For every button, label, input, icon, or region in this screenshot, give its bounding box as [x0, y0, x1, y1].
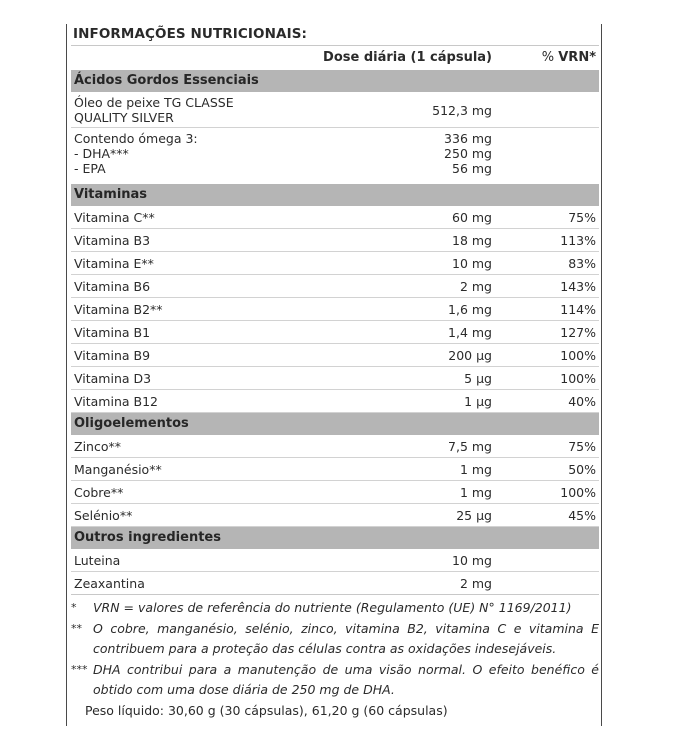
nutrient-vrn: 100% — [560, 485, 596, 500]
nutrient-name: Selénio** — [74, 508, 133, 523]
nutrient-vrn: 75% — [568, 439, 596, 454]
footnote-mark: ** — [71, 621, 82, 635]
nutrient-dose: 1,4 mg — [448, 325, 492, 340]
vitamins-rows — [71, 206, 599, 413]
footnotes — [71, 598, 599, 721]
nutrient-name-line: Contendo ómega 3: — [74, 131, 198, 146]
nutrient-dose: 5 µg — [464, 371, 492, 386]
nutrient-name: Vitamina B1 — [74, 325, 151, 340]
other-ingredients-rows — [71, 549, 599, 595]
vrn-label: VRN* — [558, 50, 596, 65]
nutrition-table — [71, 24, 599, 721]
nutrient-name-line: QUALITY SILVER — [74, 110, 174, 125]
nutrient-vrn: 114% — [560, 302, 596, 317]
table-row — [71, 572, 599, 595]
table-row — [71, 435, 599, 458]
table-row — [71, 229, 599, 252]
nutrient-name: Luteina — [74, 553, 121, 568]
footnote-vrn — [71, 598, 599, 619]
footnote-mark: * — [71, 601, 77, 614]
footnote-text: VRN = valores de referência do nutriente (Regulamento (UE) N° 1169/2011) — [93, 600, 572, 615]
footnote-text: O cobre, manganésio, selénio, zinco, vitamina B2, vitamina C e vitamina E contribuem para a proteção das células contra as oxidações indesejáveis. — [93, 620, 599, 656]
nutrient-name: Zeaxantina — [74, 576, 145, 591]
footnote-antioxidants — [71, 619, 599, 660]
net-weight: Peso líquido: 30,60 g (30 cápsulas), 61,20 g (60 cápsulas) — [85, 702, 448, 718]
table-row — [71, 458, 599, 481]
nutrient-name: Zinco** — [74, 439, 121, 454]
nutrient-dose: 10 mg — [452, 256, 492, 271]
nutrient-name-line: Óleo de peixe TG CLASSE — [74, 95, 234, 110]
nutrient-name: Vitamina B3 — [74, 233, 151, 248]
nutrient-dose: 60 mg — [452, 210, 492, 225]
nutrient-dose: 200 µg — [448, 348, 492, 363]
nutrient-dose: 7,5 mg — [448, 439, 492, 454]
table-row — [71, 321, 599, 344]
nutrient-vrn: 45% — [568, 508, 596, 523]
nutrient-vrn: 100% — [560, 348, 596, 363]
nutrient-name: Vitamina B12 — [74, 394, 158, 409]
nutrient-name — [74, 131, 198, 176]
nutrient-name: Vitamina E** — [74, 256, 154, 271]
footnote-text: DHA contribui para a manutenção de uma visão normal. O efeito benéfico é obtido com uma dose diária de 250 mg de DHA. — [93, 661, 599, 697]
nutrient-name: Manganésio** — [74, 462, 162, 477]
nutrient-vrn: 113% — [560, 233, 596, 248]
nutrient-vrn: 83% — [568, 256, 596, 271]
nutrient-dose: 18 mg — [452, 233, 492, 248]
table-row-fish-oil — [71, 92, 599, 128]
table-row — [71, 252, 599, 275]
nutrient-vrn: 127% — [560, 325, 596, 340]
nutrient-name-line: - EPA — [74, 161, 106, 176]
nutrient-name: Vitamina D3 — [74, 371, 152, 386]
nutrient-name: Cobre** — [74, 485, 124, 500]
section-heading-trace-elements: Oligoelementos — [71, 413, 599, 435]
nutrient-dose: 10 mg — [452, 553, 492, 568]
nutrition-panel — [66, 24, 602, 726]
footnote-dha — [71, 660, 599, 701]
vrn-percent-sign: % — [541, 50, 559, 65]
nutrient-dose: 1,6 mg — [448, 302, 492, 317]
table-row — [71, 549, 599, 572]
footnote-mark: *** — [71, 662, 88, 676]
column-header-row — [71, 46, 599, 70]
table-row — [71, 206, 599, 229]
table-row — [71, 390, 599, 413]
nutrient-dose: 1 mg — [459, 485, 492, 500]
nutrient-vrn: 40% — [568, 394, 596, 409]
panel-title: INFORMAÇÕES NUTRICIONAIS: — [71, 24, 599, 46]
nutrient-dose-line: 56 mg — [452, 161, 492, 176]
nutrient-dose: 1 mg — [459, 462, 492, 477]
section-heading-other-ingredients: Outros ingredientes — [71, 527, 599, 549]
nutrient-vrn: 143% — [560, 279, 596, 294]
nutrient-dose — [444, 131, 492, 176]
table-row — [71, 344, 599, 367]
table-row-omega3 — [71, 128, 599, 184]
table-row — [71, 481, 599, 504]
nutrient-dose-line: 336 mg — [444, 131, 492, 146]
nutrient-dose: 512,3 mg — [432, 103, 492, 118]
nutrient-name: Vitamina B9 — [74, 348, 151, 363]
table-row — [71, 367, 599, 390]
nutrient-vrn: 50% — [568, 462, 596, 477]
table-row — [71, 298, 599, 321]
trace-elements-rows — [71, 435, 599, 527]
table-row — [71, 275, 599, 298]
nutrient-dose: 25 µg — [456, 508, 492, 523]
nutrient-vrn: 100% — [560, 371, 596, 386]
column-header-dose: Dose diária (1 cápsula) — [323, 50, 492, 65]
section-heading-vitamins: Vitaminas — [71, 184, 599, 206]
column-header-vrn — [542, 50, 596, 65]
section-heading-fatty-acids: Ácidos Gordos Essenciais — [71, 70, 599, 92]
nutrient-name: Vitamina B6 — [74, 279, 151, 294]
nutrient-dose: 2 mg — [459, 279, 492, 294]
nutrient-vrn: 75% — [568, 210, 596, 225]
nutrient-dose-line: 250 mg — [444, 146, 492, 161]
nutrient-name: Vitamina B2** — [74, 302, 163, 317]
nutrient-name — [74, 95, 234, 125]
table-row — [71, 504, 599, 527]
nutrient-name: Vitamina C** — [74, 210, 155, 225]
nutrient-dose: 2 mg — [459, 576, 492, 591]
nutrient-name-line: - DHA*** — [74, 146, 129, 161]
nutrient-dose: 1 µg — [464, 394, 492, 409]
